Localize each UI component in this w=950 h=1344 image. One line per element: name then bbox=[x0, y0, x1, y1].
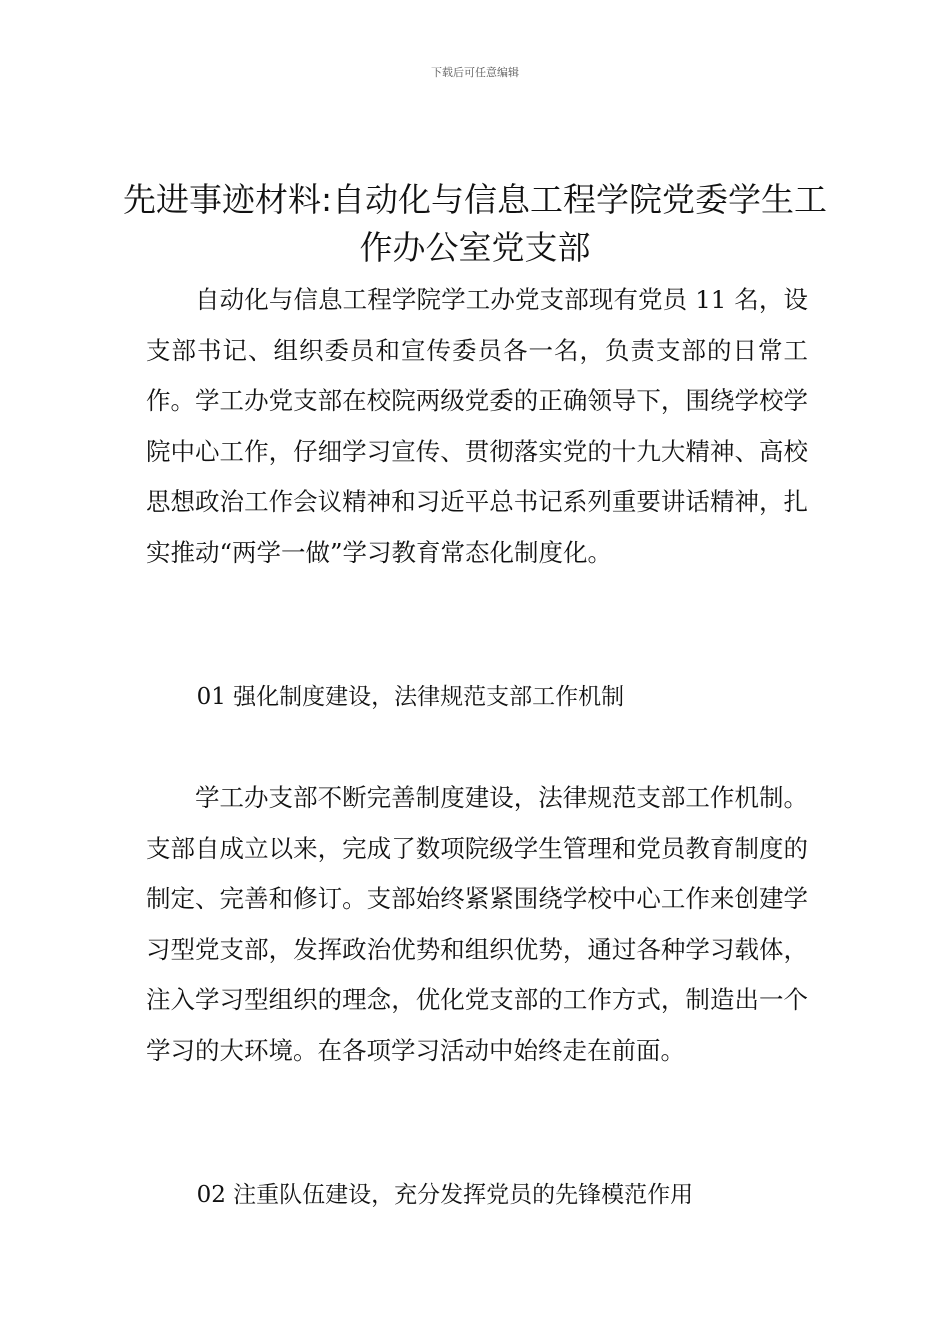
header-note: 下载后可任意编辑 bbox=[431, 66, 519, 79]
paragraph-section-01: 学工办支部不断完善制度建设，法律规范支部工作机制。支部自成立以来，完成了数项院级学生管理和党员教育制度的制定、完善和修订。支部始终紧紧围绕学校中心工作来创建学习型党支部，发挥政治优势和组织优势，通过各种学习载体，注入学习型组织的理念，优化党支部的工作方式，制造出一个学习的大环境。在各项学习活动中始终走在前面。 bbox=[146, 783, 808, 1065]
section-heading-02: 02 注重队伍建设，充分发挥党员的先锋模范作用 bbox=[196, 1182, 694, 1208]
document-title: 先进事迹材料:自动化与信息工程学院党委学生工作办公室党支部 bbox=[122, 180, 828, 267]
paragraph-intro: 自动化与信息工程学院学工办党支部现有党员 11 名，设支部书记、组织委员和宣传委员各一名，负责支部的日常工作。学工办党支部在校院两级党委的正确领导下，围绕学校学院中心工作，仔细学习宣传、贯彻落实党的十九大精神、高校思想政治工作会议精神和习近平总书记系列重要讲话精神，扎实推动“两学一做”学习教育常态化制度化。 bbox=[146, 285, 808, 567]
section-heading-01: 01 强化制度建设，法律规范支部工作机制 bbox=[196, 684, 625, 710]
